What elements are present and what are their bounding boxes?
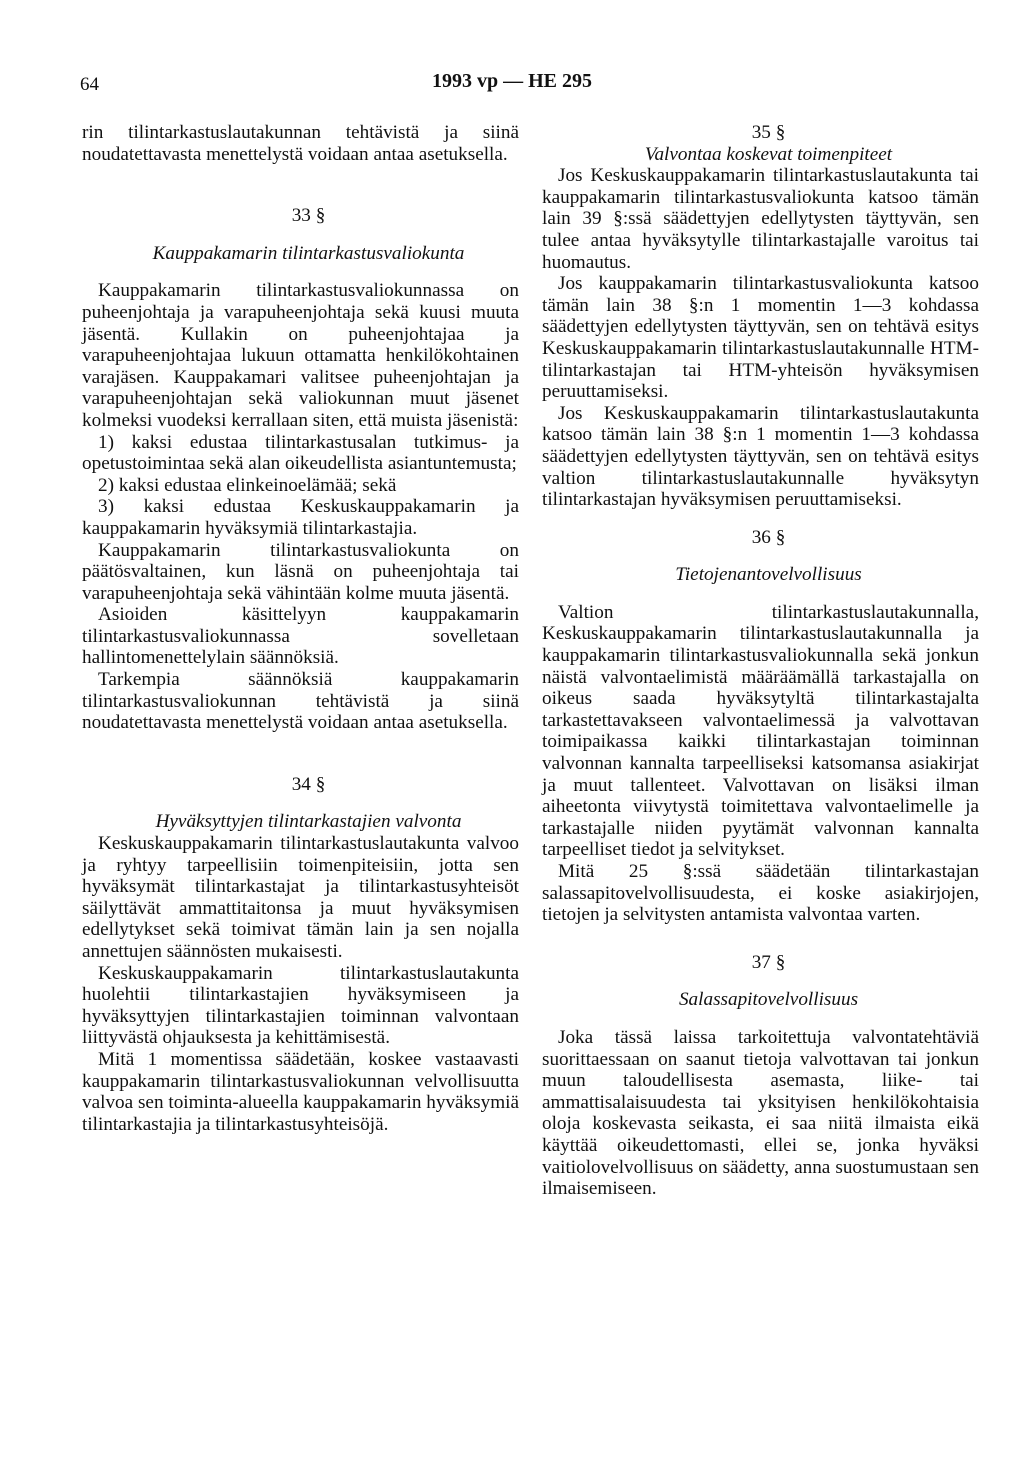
section-36-paragraph-1: Valtion tilintarkastuslautakunnalla, Keskuskauppakamarin tilintarkastuslautakunnalla ja kauppakamarin tilintarkastusvaliokunnalla sekä jonkun näistä valvontaelimistä määräämällä tarkastajalla on oikeus saada hyväksytyltä tilintarkastajalta tarkastettavakseen valvontaelimessä ja valvottavan toimipaikassa kaikki tilintarkastajan toiminnan valvonnan kannalta tarpeelliseksi katsomansa asiakirjat ja muut tallenteet. Valvottavan on lisäksi ilman aiheetonta viivytystä toimitettava valvontaelimelle ja tarkastajalle niiden pyytämät valvonnan kannalta tarpeelliset tiedot ja selvitykset. — [542, 601, 979, 861]
section-34-title: Hyväksyttyjen tilintarkastajien valvonta — [155, 811, 462, 833]
section-33-item-1: 1) kaksi edustaa tilintarkastusalan tutkimus- ja opetustoimintaa sekä alan oikeudellista asiantuntemusta; — [82, 431, 519, 475]
section-36-title: Tietojenantovelvollisuus — [675, 564, 862, 586]
section-36-number: 36 § — [751, 526, 786, 548]
running-title: 1993 vp — HE 295 — [431, 70, 593, 92]
page-number: 64 — [80, 74, 99, 95]
section-34-number: 34 § — [291, 773, 326, 795]
section-34-paragraph-3: Mitä 1 momentissa säädetään, koskee vastaavasti kauppakamarin tilintarkastusvaliokunnan velvollisuutta valvoa sen toiminta-alueella kauppakamarin hyväksymiä tilintarkastajia ja tilintarkastusyhteisöjä. — [82, 1048, 519, 1135]
section-33-title: Kauppakamarin tilintarkastusvaliokunta — [152, 242, 465, 264]
section-35-number: 35 § — [751, 122, 786, 143]
section-35-paragraph-3: Jos Keskuskauppakamarin tilintarkastuslautakunta katsoo tämän lain 38 §:n 1 momentin 1—3 kohdassa säädettyjen edellytysten täyttyvän, sen on tehtävä esitys valtion tilintarkastuslautakunnalle hyväksytyn tilintarkastajan hyväksymisen peruuttamiseksi. — [542, 402, 979, 511]
section-33-item-3: 3) kaksi edustaa Keskuskauppakamarin ja kauppakamarin hyväksymiä tilintarkastajia. — [82, 496, 519, 539]
section-33-paragraph-1: Kauppakamarin tilintarkastusvaliokunnassa on puheenjohtaja ja varapuheenjohtaja sekä kuusi muuta jäsentä. Kullakin on puheenjohtajaa ja varapuheenjohtajaa lukuun ottamatta henkilökohtainen varajäsen. Kauppakamari valitsee puheenjohtajan ja varapuheenjohtajan sekä valiokunnan muut jäsenet kolmeksi vuodeksi kerrallaan siten, että muista jäsenistä: — [82, 280, 519, 431]
section-33-paragraph-3: Asioiden käsittelyyn kauppakamarin tilintarkastusvaliokunnassa sovelletaan hallintomenettelylain säännöksiä. — [82, 604, 519, 669]
section-35-paragraph-2: Jos kauppakamarin tilintarkastusvaliokunta katsoo tämän lain 38 §:n 1 momentin 1—3 kohdassa säädettyjen edellytysten täyttyvän, sen on tehtävä esitys Keskuskauppakamarin tilintarkastuslautakunnalle HTM-tilintarkastajan tai HTM-yhteisön hyväksymisen peruuttamiseksi. — [542, 273, 979, 403]
section-33-item-2: 2) kaksi edustaa elinkeinoelämää; sekä — [98, 474, 397, 496]
section-34-paragraph-2: Keskuskauppakamarin tilintarkastuslautakunta huolehtii tilintarkastajien hyväksymiseen ja hyväksyttyjen tilintarkastajien toiminnan valvontaan liittyvästä ohjauksesta ja kehittämisestä. — [82, 962, 519, 1049]
section-37-number: 37 § — [751, 951, 786, 973]
right-column — [542, 122, 979, 1200]
section-37-paragraph-1: Joka tässä laissa tarkoitettuja valvontatehtäviä suorittaessaan on saanut tietoja valvottavan tai jonkun muun taloudellisesta asemasta, liike- tai ammattisalaisuudesta tai yksityisen henkilökohtaisia oloja koskevasta seikasta, ei saa niitä ilmaista eikä käyttää oikeudettomasti, ellei se, jonka hyväksi vaitiolovelvollisuus on säädetty, anna suostumustaan sen ilmaisemiseen. — [542, 1026, 979, 1200]
section-33-paragraph-2: Kauppakamarin tilintarkastusvaliokunta on päätösvaltainen, kun läsnä on puheenjohtaja tai varapuheenjohtaja sekä vähintään kolme muuta jäsentä. — [82, 539, 519, 604]
left-column — [82, 122, 519, 1135]
section-33-paragraph-4: Tarkempia säännöksiä kauppakamarin tilintarkastusvaliokunnan tehtävistä ja siinä noudatettavasta menettelystä voidaan antaa asetuksella. — [82, 669, 519, 734]
section-35-paragraph-1: Jos Keskuskauppakamarin tilintarkastuslautakunta tai kauppakamarin tilintarkastusvaliokunta katsoo tämän lain 39 §:ssä säädettyjen edellytysten täyttyvän, sen tulee antaa hyväksytylle tilintarkastajalle varoitus tai huomautus. — [542, 165, 979, 273]
intro-paragraph: rin tilintarkastuslautakunnan tehtävistä ja siinä noudatettavasta menettelystä voidaan antaa asetuksella. — [82, 122, 519, 165]
section-37-title: Salassapitovelvollisuus — [678, 989, 859, 1011]
page-header — [0, 62, 1024, 95]
section-33-number: 33 § — [291, 205, 326, 227]
section-34-paragraph-1: Keskuskauppakamarin tilintarkastuslautakunta valvoo ja ryhtyy tarpeellisiin toimenpiteisiin, jotta sen hyväksymät tilintarkastajat ja tilintarkastusyhteisöt säilyttävät ammattitaitonsa ja muut hyväksymisen edellytykset sekä toimivat tämän lain ja sen nojalla annettujen säännösten mukaisesti. — [82, 833, 519, 962]
section-36-paragraph-2: Mitä 25 §:ssä säädetään tilintarkastajan salassapitovelvollisuudesta, ei koske asiakirjojen, tietojen ja selvitysten antamista valvontaa varten. — [542, 861, 979, 926]
section-35-title: Valvontaa koskevat toimenpiteet — [644, 143, 893, 165]
